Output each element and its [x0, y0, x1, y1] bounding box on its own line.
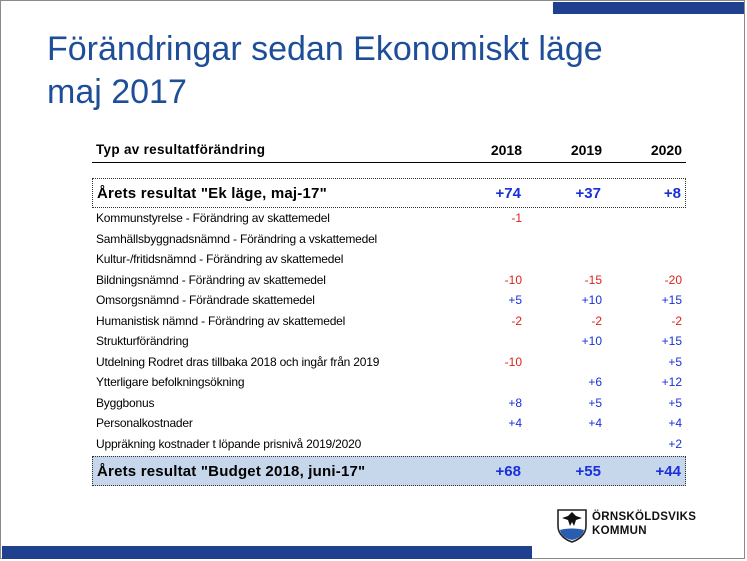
table-row — [92, 434, 686, 455]
start-result-row — [92, 178, 686, 208]
start-2019: +37 — [575, 185, 601, 202]
municipality-name — [592, 510, 696, 538]
budget-2018: +68 — [495, 463, 521, 480]
cell-2018: +8 — [508, 395, 522, 410]
row-label: Bildningsnämnd - Förändring av skattemedel — [96, 272, 326, 287]
title-line-1: Förändringar sedan Ekonomiskt läge — [47, 30, 603, 68]
cell-2019: -15 — [584, 272, 602, 287]
cell-2020: +12 — [661, 375, 682, 389]
municipality-name-line-2: KOMMUN — [592, 525, 647, 537]
row-label: Omsorgsnämnd - Förändrade skattemedel — [96, 293, 315, 307]
start-result-label: Årets resultat "Ek läge, maj-17" — [97, 185, 327, 202]
cell-2018: -10 — [504, 354, 522, 369]
row-label: Byggbonus — [96, 395, 155, 410]
change-rows — [92, 208, 686, 454]
budget-2019: +55 — [575, 463, 601, 480]
header-2019: 2019 — [570, 142, 602, 158]
cell-2018: +5 — [508, 293, 522, 307]
cell-2019: +6 — [588, 375, 602, 389]
table-row — [92, 393, 686, 414]
cell-2020: -2 — [671, 313, 682, 328]
row-label: Kommunstyrelse - Förändring av skattemedel — [96, 211, 330, 225]
row-label: Ytterligare befolkningsökning — [96, 375, 245, 389]
cell-2020: +15 — [661, 334, 682, 348]
table-row — [92, 270, 686, 291]
budget-result-row — [92, 456, 686, 486]
top-accent-bar — [553, 2, 744, 14]
row-label: Personalkostnader — [96, 416, 193, 430]
title-line-2: maj 2017 — [47, 73, 187, 111]
row-label: Uppräkning kostnader t löpande prisnivå 2019/2020 — [96, 436, 362, 451]
municipality-logo — [556, 506, 706, 546]
table-row — [92, 413, 686, 434]
budget-2020: +44 — [655, 463, 681, 480]
start-2020: +8 — [663, 185, 681, 202]
start-2018: +74 — [495, 185, 521, 202]
table-row — [92, 229, 686, 250]
cell-2019: +4 — [588, 416, 602, 430]
table-row — [92, 208, 686, 229]
table-row — [92, 372, 686, 393]
cell-2018: -1 — [511, 211, 522, 225]
table-row — [92, 290, 686, 311]
cell-2019: +10 — [581, 293, 602, 307]
row-label: Kultur-/fritidsnämnd - Förändring av skattemedel — [96, 252, 344, 266]
table-header — [92, 140, 686, 163]
row-label: Samhällsbyggnadsnämnd - Förändring a vskattemedel — [96, 231, 378, 246]
budget-result-label: Årets resultat "Budget 2018, juni-17" — [97, 463, 366, 480]
table-row — [92, 311, 686, 332]
row-label: Humanistisk nämnd - Förändring av skattemedel — [96, 313, 346, 328]
cell-2020: +5 — [668, 395, 682, 410]
cell-2020: -20 — [664, 272, 682, 287]
header-2018: 2018 — [490, 142, 522, 158]
cell-2020: +4 — [668, 416, 682, 430]
cell-2020: +5 — [668, 354, 682, 369]
cell-2019: -2 — [591, 313, 602, 328]
cell-2018: +4 — [508, 416, 522, 430]
bottom-accent-bar — [2, 546, 532, 559]
cell-2020: +2 — [668, 436, 682, 451]
results-table — [92, 140, 686, 486]
cell-2020: +15 — [661, 293, 682, 307]
table-row — [92, 331, 686, 352]
row-label: Utdelning Rodret dras tillbaka 2018 och ingår från 2019 — [96, 354, 380, 369]
cell-2018: -10 — [504, 272, 522, 287]
coat-of-arms-icon — [556, 508, 588, 544]
cell-2019: +5 — [588, 395, 602, 410]
table-row — [92, 352, 686, 373]
table-row — [92, 249, 686, 270]
header-type-label: Typ av resultatförändring — [96, 142, 266, 157]
slide-title — [47, 28, 687, 114]
municipality-name-line-1: ÖRNSKÖLDSVIKS — [592, 511, 697, 523]
header-2020: 2020 — [650, 142, 682, 158]
row-label: Strukturförändring — [96, 334, 189, 348]
cell-2019: +10 — [581, 334, 602, 348]
cell-2018: -2 — [511, 313, 522, 328]
